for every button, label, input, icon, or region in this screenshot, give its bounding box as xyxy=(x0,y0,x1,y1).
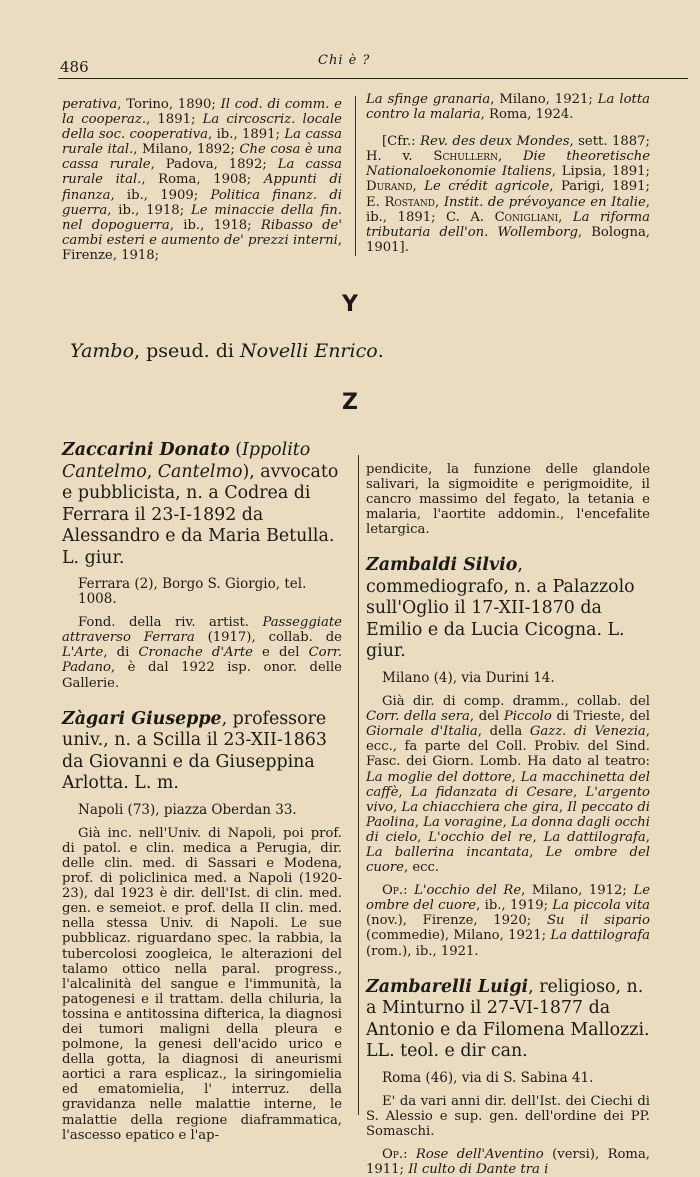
entry-body: Già dir. di comp. dramm., collab. del Corr. della sera, del Piccolo di Trieste, del Giornale d'Italia, della Gazz. di Venezia, ecc., fa parte del Coll. Probiv. del Sind. Fasc. dei Giorn. Lomb. Ha dato al teatro: La moglie del dottore, La macchinetta del caffè, La fidanzata di Cesare, L'argento vivo, La chiacchiera che gira, Il peccato di Paolina, La voragine, La donna dagli occhi di cielo, L'occhio del re, La dattilografa, La ballerina incantata, Le ombre del cuore, ecc. xyxy=(366,694,651,876)
page-number: 486 xyxy=(60,58,89,76)
entry-works: Op.: L'occhio del Re, Milano, 1912; Le ombre del cuore, ib., 1919; La piccola vita (nov.), Firenze, 1920; Su il sipario (commedie), Milano, 1921; La dattilografa (rom.), ib., 1921. xyxy=(366,883,651,959)
main-right-column xyxy=(366,462,650,1177)
entry-body: E' da vari anni dir. dell'Ist. dei Ciechi di S. Alessio e sup. gen. dell'ordine dei PP. Somaschi. xyxy=(366,1093,650,1139)
entry-zambaldi xyxy=(366,555,650,958)
entry-zagari xyxy=(62,709,342,1143)
continued-bibliography-left: perativa, Torino, 1890; Il cod. di comm. e la cooperaz., 1891; La circoscriz. locale della soc. cooperativa, ib., 1891; La cassa rurale ital., Milano, 1892; Che cosa è una cassa rurale, Padova, 1892; La cassa rurale ital., Roma, 1908; Appunti di finanza, ib., 1909; Politica finanz. di guerra, ib., 1918; Le minaccie della fin. nel dopoguerra, ib., 1918; Ribasso de' cambi esteri e aumento de' prezzi interni, Firenze, 1918; xyxy=(62,97,343,263)
entry-heading: Zaccarini Donato (Ippolito Cantelmo, Cantelmo), avvocato e pubblicista, n. a Codrea di Ferrara il 23-I-1892 da Alessandro e da Maria Betulla. L. giur. xyxy=(62,440,339,568)
header-rule xyxy=(58,78,688,79)
entry-address: Napoli (73), piazza Oberdan 33. xyxy=(78,801,297,818)
column-divider-top xyxy=(355,96,356,256)
section-letter-y: Y xyxy=(342,292,358,317)
top-right-column xyxy=(366,92,650,255)
section-letter-z: Z xyxy=(342,390,358,415)
entry-address: Ferrara (2), Borgo S. Giorgio, tel. 1008. xyxy=(78,576,307,608)
column-divider-main xyxy=(358,455,359,1115)
top-left-column xyxy=(62,97,342,263)
entry-zambarelli xyxy=(366,977,650,1177)
continued-bibliography-right: La sfinge granaria, Milano, 1921; La lotta contro la malaria, Roma, 1924. xyxy=(366,92,651,123)
entry-zaccarini xyxy=(62,440,342,691)
entry-works: Op.: Rose dell'Aventino (versi), Roma, 1911; Il culto di Dante tra i xyxy=(366,1147,650,1177)
entry-address: Milano (4), via Durini 14. xyxy=(382,669,555,686)
entry-heading: Zambarelli Luigi, religioso, n. a Minturno il 27-VI-1877 da Antonio e da Filomena Mallozzi. LL. teol. e dir can. xyxy=(366,976,650,1062)
running-title: Chi è ? xyxy=(318,53,371,68)
entry-body: Fond. della riv. artist. Passeggiate attraverso Ferrara (1917), collab. de L'Arte, di Cronache d'Arte e del Corr. Padano, è dal 1922 isp. onor. delle Gallerie. xyxy=(62,615,342,691)
cfr-references: [Cfr.: Rev. des deux Mondes, sett. 1887; H. v. Schullern, Die theoretische Nationaloekonomie Italiens, Lipsia, 1891; Durand, Le crédit agricole, Parigi, 1891; E. Rostand, Instit. de prévoyance en Italie, ib., 1891; C. A. Conigliani, La riforma tributaria dell'on. Wollemborg, Bologna, 1901]. xyxy=(366,134,651,255)
entry-heading: Zambaldi Silvio, commediografo, n. a Palazzolo sull'Oglio il 17-XII-1870 da Emilio e da Lucia Cicogna. L. giur. xyxy=(366,555,635,662)
entry-address: Roma (46), via di S. Sabina 41. xyxy=(382,1069,594,1086)
entry-heading: Zàgari Giuseppe, professore univ., n. a Scilla il 23-XII-1863 da Giovanni e da Giuseppina Arlotta. L. m. xyxy=(62,708,327,794)
entry-zagari-continuation: pendicite, la funzione delle glandole salivari, la sigmoidite e perigmoidite, il cancro massimo del fegato, la tetania e malaria, l'aortite addomin., l'encefalite letargica. xyxy=(366,462,650,538)
entry-body: Già inc. nell'Univ. di Napoli, poi prof. di patol. e clin. medica a Perugia, dir. delle clin. med. di Sassari e Modena, prof. di policlinica med. a Napoli (1920-23), dal 1923 è dir. dell'Ist. di clin. med. gen. e semeiot. e prof. della II clin. med. nella stessa Univ. di Napoli. Le sue pubblicaz. riguardano spec. la rabbia, la tubercolosi zoogleica, le alterazioni del talamo ottico nella paral. progress., l'alcalinità del sangue e l'immunità, la patogenesi e il trattam. della chiluria, la tossina e antitossina difterica, la diagnosi dei tumori maligni della pleura e polmone, la genesi dell'acido urico e della gotta, la diagnosi di aneurismi aortici a rara esplicaz., la siringomielia ed ematomielia, l' interruz. della gravidanza nelle malattie interne, le malattie della regione diaframmatica, l'ascesso epatico e l'ap- xyxy=(62,825,342,1143)
main-left-column xyxy=(62,440,342,1143)
entry-yambo: Yambo, pseud. di Novelli Enrico. xyxy=(70,340,384,362)
